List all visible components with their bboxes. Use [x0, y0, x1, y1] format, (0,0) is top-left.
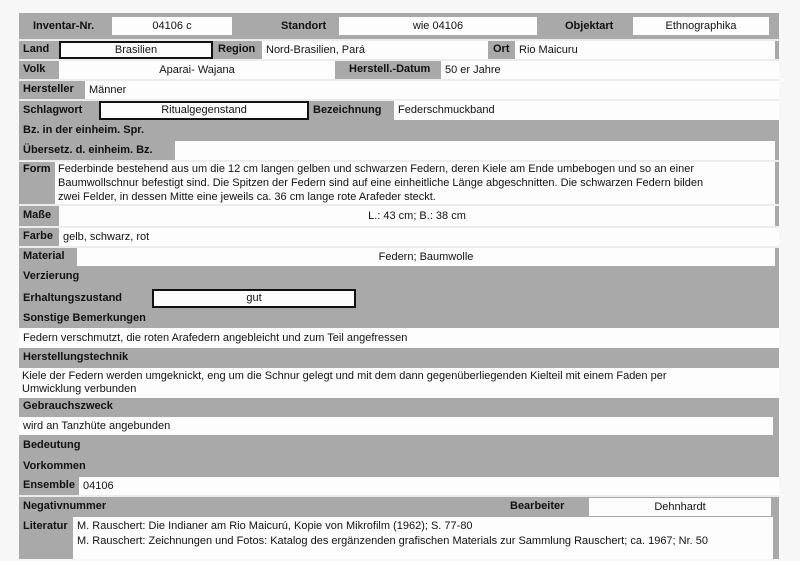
bezeichnung-label: Bezeichnung	[313, 104, 382, 116]
region-field[interactable]: Nord-Brasilien, Pará	[262, 41, 488, 59]
bedeutung-label: Bedeutung	[23, 439, 81, 451]
technik-label-row	[19, 348, 779, 368]
technik-line-1: Kiele der Federn werden umgeknickt, eng um die Schnur gelegt und mit dem dann gegenüberliegenden Kielteil mit einem Faden per	[22, 370, 667, 382]
literatur-label: Literatur	[23, 520, 68, 532]
bearbeiter-label: Bearbeiter	[510, 500, 565, 512]
verzierung-label: Verzierung	[23, 270, 80, 282]
schlagwort-field[interactable]: Ritualgegenstand	[99, 101, 309, 120]
inventory-field[interactable]: 04106 c	[112, 17, 232, 35]
vorkommen-label: Vorkommen	[23, 460, 86, 472]
bezeichnung-field[interactable]: Federschmuckband	[394, 101, 779, 120]
masse-row	[19, 206, 779, 226]
hersteller-field[interactable]: Männer	[85, 81, 779, 99]
objecttype-label: Objektart	[565, 20, 614, 32]
form-line-2: Baumwollschnur befestigt sind. Die Spitzen der Federn sind auf eine einheitliche Länge abgeschnitten. Die schwarzen Federn bilden	[58, 177, 704, 189]
literatur-line-1: M. Rauschert: Die Indianer am Rio Maicurú, Kopie von Mikrofilm (1962); S. 77-80	[77, 520, 473, 532]
negativ-row	[19, 497, 779, 517]
uebersetz-row	[19, 141, 779, 160]
bedeutung-row	[19, 435, 779, 457]
land-row	[19, 41, 779, 59]
technik-field[interactable]	[19, 368, 779, 398]
material-label: Material	[23, 250, 65, 262]
uebersetz-label: Übersetz. d. einheim. Bz.	[23, 144, 153, 156]
inventory-label: Inventar-Nr.	[33, 20, 95, 32]
farbe-field[interactable]: gelb, schwarz, rot	[59, 228, 779, 246]
farbe-row	[19, 228, 779, 246]
herstell-datum-label: Herstell.-Datum	[349, 63, 431, 75]
volk-row	[19, 61, 779, 79]
ort-label: Ort	[493, 43, 510, 55]
region-label: Region	[218, 43, 256, 55]
land-label: Land	[23, 43, 50, 55]
technik-label: Herstellungstechnik	[23, 351, 129, 363]
ensemble-label: Ensemble	[23, 479, 75, 491]
herstell-datum-field[interactable]: 50 er Jahre	[441, 61, 779, 79]
volk-field[interactable]: Aparai- Wajana	[59, 61, 335, 79]
uebersetz-field[interactable]	[175, 141, 775, 160]
zweck-label-row	[19, 398, 779, 417]
form-field[interactable]	[55, 162, 775, 204]
technik-line-2: Umwicklung verbunden	[22, 383, 137, 395]
objecttype-field[interactable]: Ethnographika	[633, 17, 769, 35]
material-row	[19, 248, 779, 266]
location-field[interactable]: wie 04106	[339, 17, 537, 35]
location-label: Standort	[281, 20, 327, 32]
form-line-3: zwei Felder, in dessen Mitte eine jeweils ca. 36 cm lange rote Arafeder steckt.	[58, 191, 436, 203]
bz-einheim-label: Bz. in der einheim. Spr.	[23, 124, 145, 136]
literatur-field[interactable]	[73, 517, 773, 559]
hersteller-row	[19, 81, 779, 99]
form-line-1: Federbinde bestehend aus um die 12 cm langen gelben und schwarzen Federn, deren Kiele am Ende umbebogen und so an einer	[58, 163, 694, 175]
header-row	[19, 13, 779, 39]
ensemble-row	[19, 477, 779, 495]
sonstige-label-row	[19, 310, 779, 328]
zweck-field[interactable]: wird an Tanzhüte angebunden	[19, 417, 773, 435]
ort-field[interactable]: Rio Maicuru	[515, 41, 775, 59]
schlagwort-row	[19, 101, 779, 120]
schlagwort-label: Schlagwort	[23, 104, 83, 116]
ensemble-field[interactable]: 04106	[79, 477, 779, 495]
bz-einheim-row	[19, 120, 779, 141]
erhaltung-label: Erhaltungszustand	[23, 292, 123, 304]
hersteller-label: Hersteller	[23, 83, 74, 95]
sonstige-field[interactable]: Federn verschmutzt, die roten Arafedern angebleicht und zum Teil angefressen	[19, 328, 779, 348]
material-field[interactable]: Federn; Baumwolle	[77, 248, 775, 266]
erhaltung-row	[19, 288, 779, 310]
form-label: Form	[23, 163, 51, 175]
farbe-label: Farbe	[23, 230, 53, 242]
zweck-label: Gebrauchszweck	[23, 400, 113, 412]
negativ-label: Negativnummer	[23, 500, 107, 512]
sonstige-label: Sonstige Bemerkungen	[23, 312, 146, 324]
volk-label: Volk	[23, 63, 46, 75]
land-field[interactable]: Brasilien	[59, 41, 213, 59]
literatur-row	[19, 517, 779, 559]
literatur-line-2: M. Rauschert: Zeichnungen und Fotos: Katalog des ergänzenden grafischen Materials zur Sammlung Rauschert; ca. 1967; Nr. 50	[77, 535, 709, 547]
form-row	[19, 162, 779, 204]
bearbeiter-field[interactable]: Dehnhardt	[589, 498, 771, 516]
catalog-form	[19, 13, 779, 559]
masse-field[interactable]: L.: 43 cm; B.: 38 cm	[59, 206, 775, 226]
verzierung-row	[19, 266, 779, 288]
erhaltung-field[interactable]: gut	[152, 289, 356, 308]
masse-label: Maße	[23, 209, 52, 221]
vorkommen-row	[19, 457, 779, 477]
